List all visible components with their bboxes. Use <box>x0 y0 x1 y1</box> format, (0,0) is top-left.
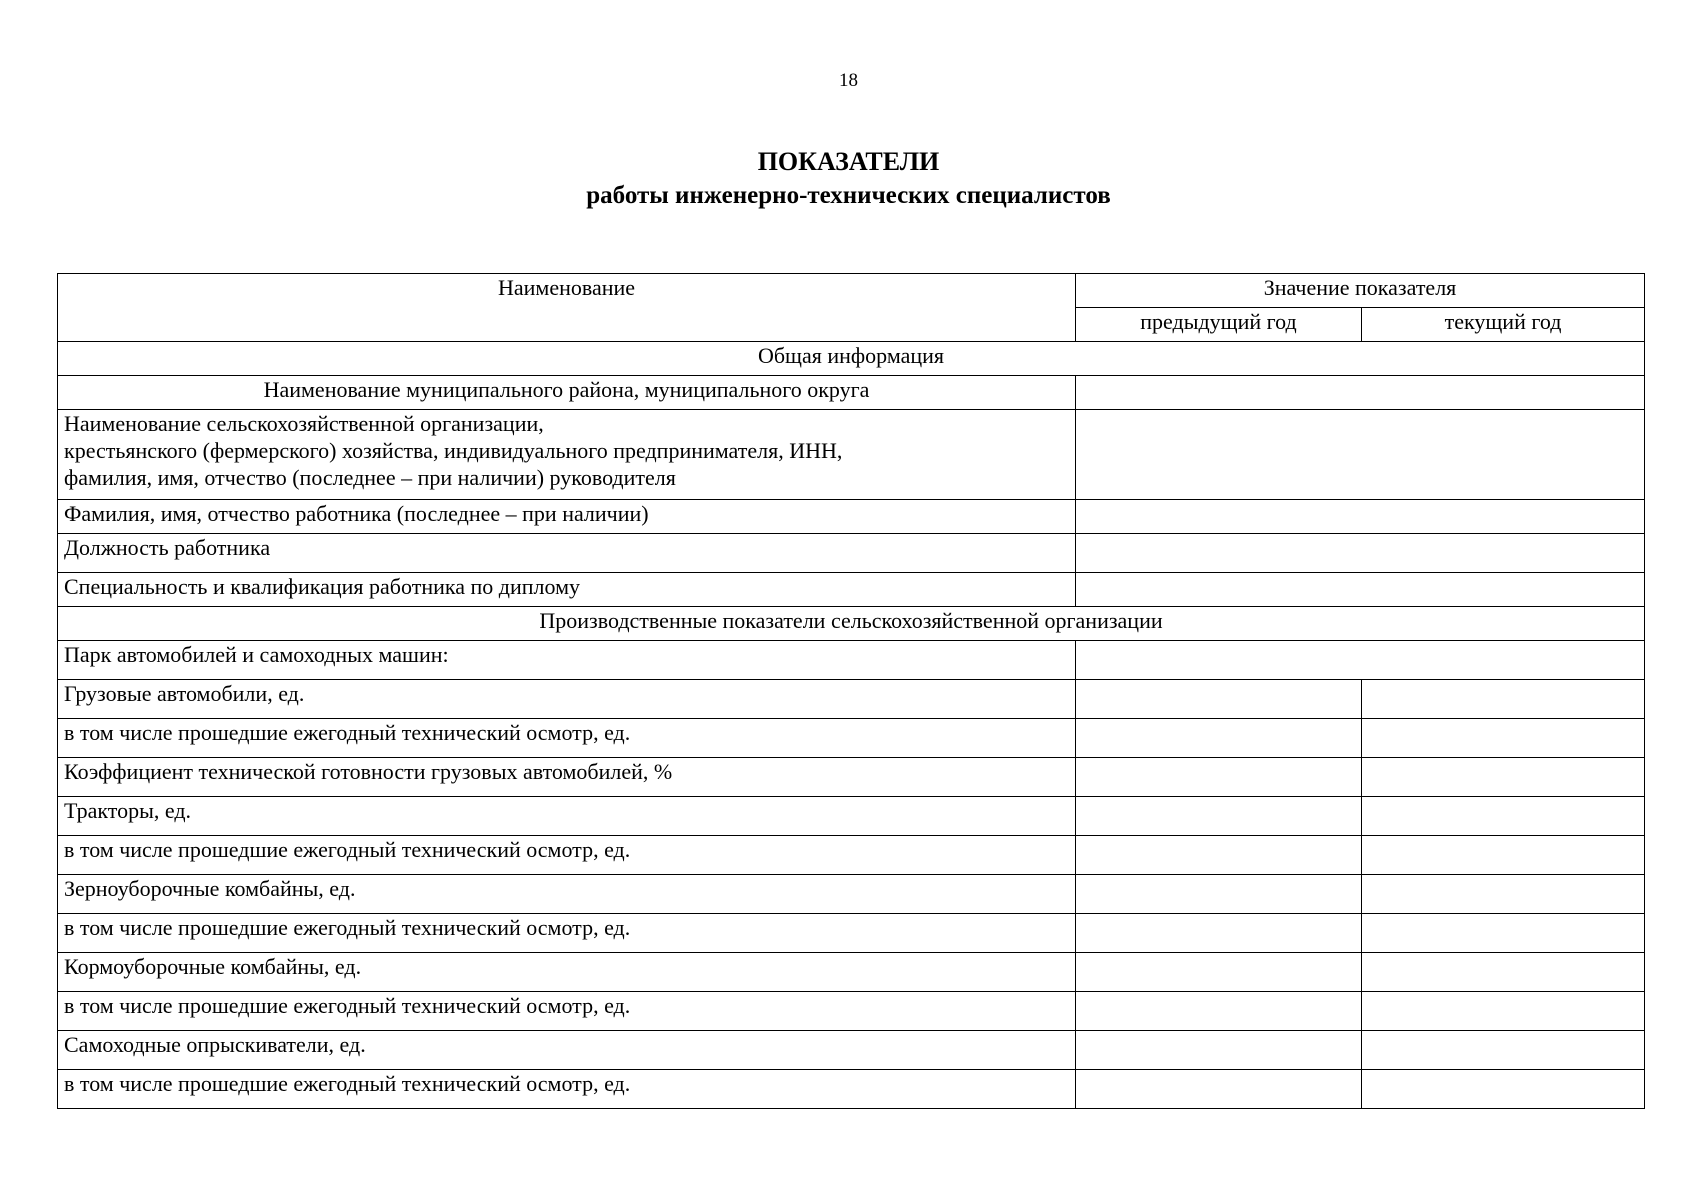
document-title: ПОКАЗАТЕЛИ <box>757 147 940 176</box>
municipal-district-label: Наименование муниципального района, муниципального округа <box>58 376 1076 410</box>
prev-year-value-cell[interactable] <box>1076 992 1362 1031</box>
current-year-value-cell[interactable] <box>1362 797 1645 836</box>
table-row <box>58 875 1645 914</box>
indicator-label: Кормоуборочные комбайны, ед. <box>58 953 1076 992</box>
indicator-label: Грузовые автомобили, ед. <box>58 680 1076 719</box>
table-row <box>58 1070 1645 1109</box>
header-name-cell: Наименование <box>58 274 1076 342</box>
section-general-info: Общая информация <box>58 342 1645 376</box>
header-prev-year-cell: предыдущий год <box>1076 308 1362 342</box>
current-year-value-cell[interactable] <box>1362 992 1645 1031</box>
current-year-value-cell[interactable] <box>1362 1031 1645 1070</box>
current-year-value-cell[interactable] <box>1362 836 1645 875</box>
indicator-label: в том числе прошедшие ежегодный технический осмотр, ед. <box>58 719 1076 758</box>
table-row <box>58 914 1645 953</box>
indicator-label: Зерноуборочные комбайны, ед. <box>58 875 1076 914</box>
vehicle-fleet-label: Парк автомобилей и самоходных машин: <box>58 641 1076 680</box>
indicator-label: Коэффициент технической готовности грузовых автомобилей, % <box>58 758 1076 797</box>
table-row <box>58 953 1645 992</box>
current-year-value-cell[interactable] <box>1362 1070 1645 1109</box>
vehicle-fleet-value[interactable] <box>1076 641 1645 680</box>
document-subtitle: работы инженерно-технических специалистов <box>586 182 1111 209</box>
prev-year-value-cell[interactable] <box>1076 914 1362 953</box>
page-number: 18 <box>839 70 858 91</box>
worker-position-value[interactable] <box>1076 534 1645 573</box>
table-row <box>58 836 1645 875</box>
indicators-table <box>57 273 1645 1109</box>
worker-specialty-label: Специальность и квалификация работника по диплому <box>58 573 1076 607</box>
municipal-district-value[interactable] <box>1076 376 1645 410</box>
current-year-value-cell[interactable] <box>1362 953 1645 992</box>
organization-label-line1: Наименование сельскохозяйственной организации, <box>64 411 544 436</box>
indicator-label: в том числе прошедшие ежегодный технический осмотр, ед. <box>58 992 1076 1031</box>
prev-year-value-cell[interactable] <box>1076 953 1362 992</box>
table-row <box>58 992 1645 1031</box>
indicator-label: в том числе прошедшие ежегодный технический осмотр, ед. <box>58 914 1076 953</box>
worker-name-label: Фамилия, имя, отчество работника (последнее – при наличии) <box>58 500 1076 534</box>
indicator-label: в том числе прошедшие ежегодный технический осмотр, ед. <box>58 836 1076 875</box>
indicator-label: в том числе прошедшие ежегодный технический осмотр, ед. <box>58 1070 1076 1109</box>
prev-year-value-cell[interactable] <box>1076 836 1362 875</box>
prev-year-value-cell[interactable] <box>1076 1070 1362 1109</box>
organization-value[interactable] <box>1076 410 1645 500</box>
organization-label <box>58 410 1076 500</box>
table-row <box>58 797 1645 836</box>
prev-year-value-cell[interactable] <box>1076 875 1362 914</box>
organization-label-line2: крестьянского (фермерского) хозяйства, индивидуального предпринимателя, ИНН, <box>64 438 843 463</box>
worker-name-value[interactable] <box>1076 500 1645 534</box>
worker-position-label: Должность работника <box>58 534 1076 573</box>
prev-year-value-cell[interactable] <box>1076 797 1362 836</box>
current-year-value-cell[interactable] <box>1362 680 1645 719</box>
header-current-year-cell: текущий год <box>1362 308 1645 342</box>
prev-year-value-cell[interactable] <box>1076 1031 1362 1070</box>
current-year-value-cell[interactable] <box>1362 875 1645 914</box>
indicator-label: Тракторы, ед. <box>58 797 1076 836</box>
prev-year-value-cell[interactable] <box>1076 719 1362 758</box>
prev-year-value-cell[interactable] <box>1076 758 1362 797</box>
table-row <box>58 680 1645 719</box>
table-row <box>58 1031 1645 1070</box>
worker-specialty-value[interactable] <box>1076 573 1645 607</box>
prev-year-value-cell[interactable] <box>1076 680 1362 719</box>
section-production-indicators: Производственные показатели сельскохозяйственной организации <box>58 607 1645 641</box>
header-value-cell: Значение показателя <box>1076 274 1645 308</box>
current-year-value-cell[interactable] <box>1362 914 1645 953</box>
indicator-label: Самоходные опрыскиватели, ед. <box>58 1031 1076 1070</box>
current-year-value-cell[interactable] <box>1362 719 1645 758</box>
current-year-value-cell[interactable] <box>1362 758 1645 797</box>
table-row <box>58 719 1645 758</box>
table-row <box>58 758 1645 797</box>
organization-label-line3: фамилия, имя, отчество (последнее – при наличии) руководителя <box>64 465 676 490</box>
